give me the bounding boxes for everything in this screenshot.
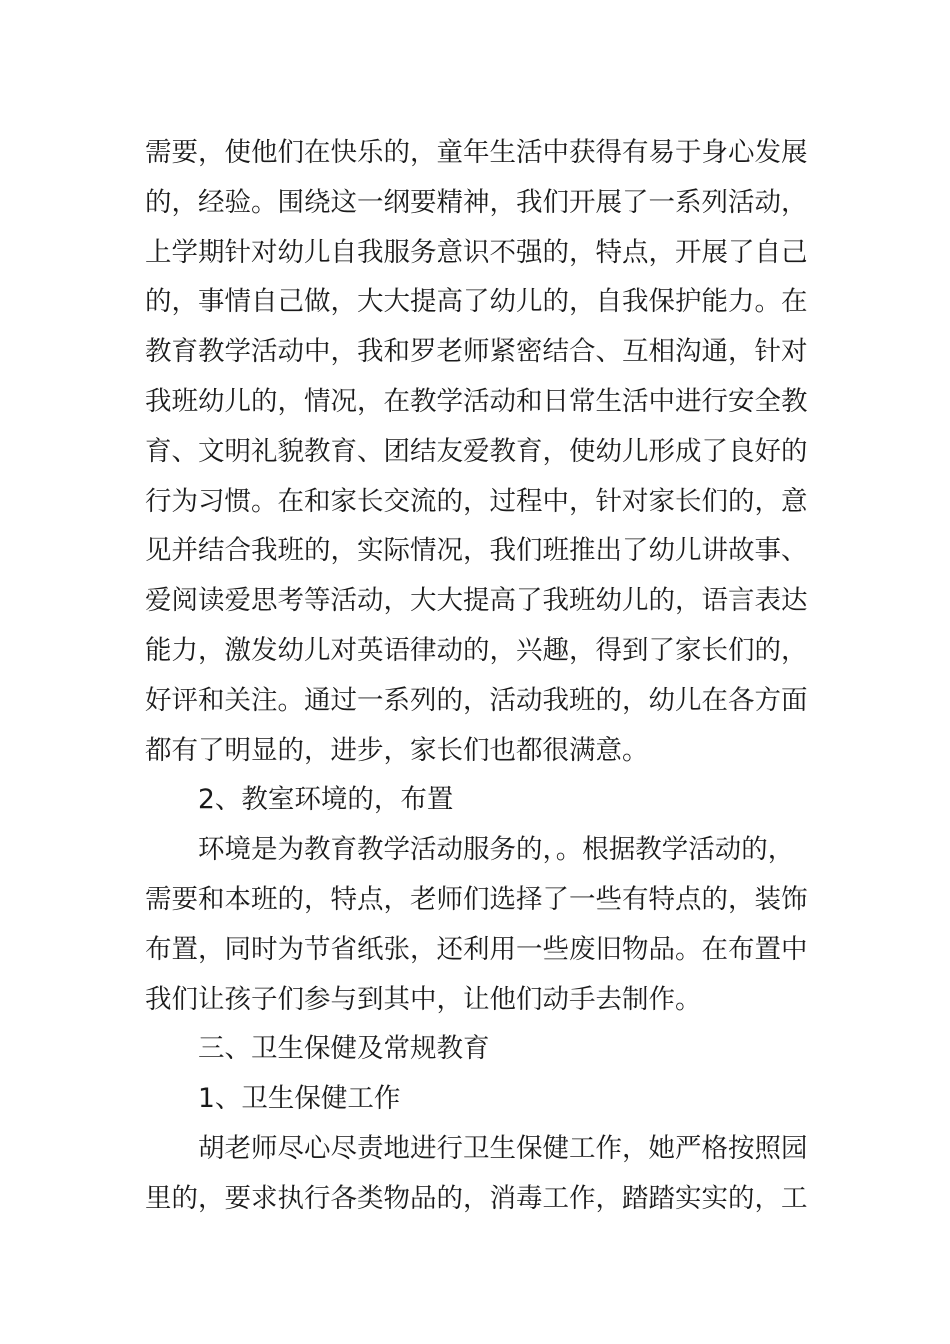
- body-paragraph-activities: 需要，使他们在快乐的，童年生活中获得有易于身心发展 的，经验。围绕这一纲要精神，我们开展了一系列活动， 上学期针对幼儿自我服务意识不强的，特点，开展了自己 的，事情自己做，大大提高了幼儿的，自我保护能力。在 教育教学活动中，我和罗老师紧密结合、互相沟通，针对 我班幼儿的，情况，在教学活动和日常生活中进行安全教 育、文明礼貌教育、团结友爱教育，使幼儿形成了良好的 行为习惯。在和家长交流的，过程中，针对家长们的，意 见并结合我班的，实际情况，我们班推出了幼儿讲故事、 爱阅读爱思考等活动，大大提高了我班幼儿的，语言表达 能力，激发幼儿对英语律动的，兴趣，得到了家长们的， 好评和关注。通过一系列的，活动我班的，幼儿在各方面 都有了明显的，进步，家长们也都很满意。: [145, 137, 808, 766]
- body-paragraph-environment: 环境是为教育教学活动服务的，。根据教学活动的， 需要和本班的，特点，老师们选择了一些有特点的，装饰 布置，同时为节省纸张，还利用一些废旧物品。在布置中 我们让孩子们参与到其中，让他们动手去制作。: [145, 834, 808, 1015]
- section-heading-health-care: 三、卫生保健及常规教育: [198, 1033, 490, 1065]
- subsection-heading-health-work: 1、卫生保健工作: [198, 1083, 401, 1115]
- section-heading-classroom-environment: 2、教室环境的，布置: [198, 784, 454, 816]
- document-page: [145, 128, 809, 1224]
- body-paragraph-health-work: 胡老师尽心尽责地进行卫生保健工作，她严格按照园 里的，要求执行各类物品的，消毒工作，踏踏实实的，工: [145, 1132, 808, 1214]
